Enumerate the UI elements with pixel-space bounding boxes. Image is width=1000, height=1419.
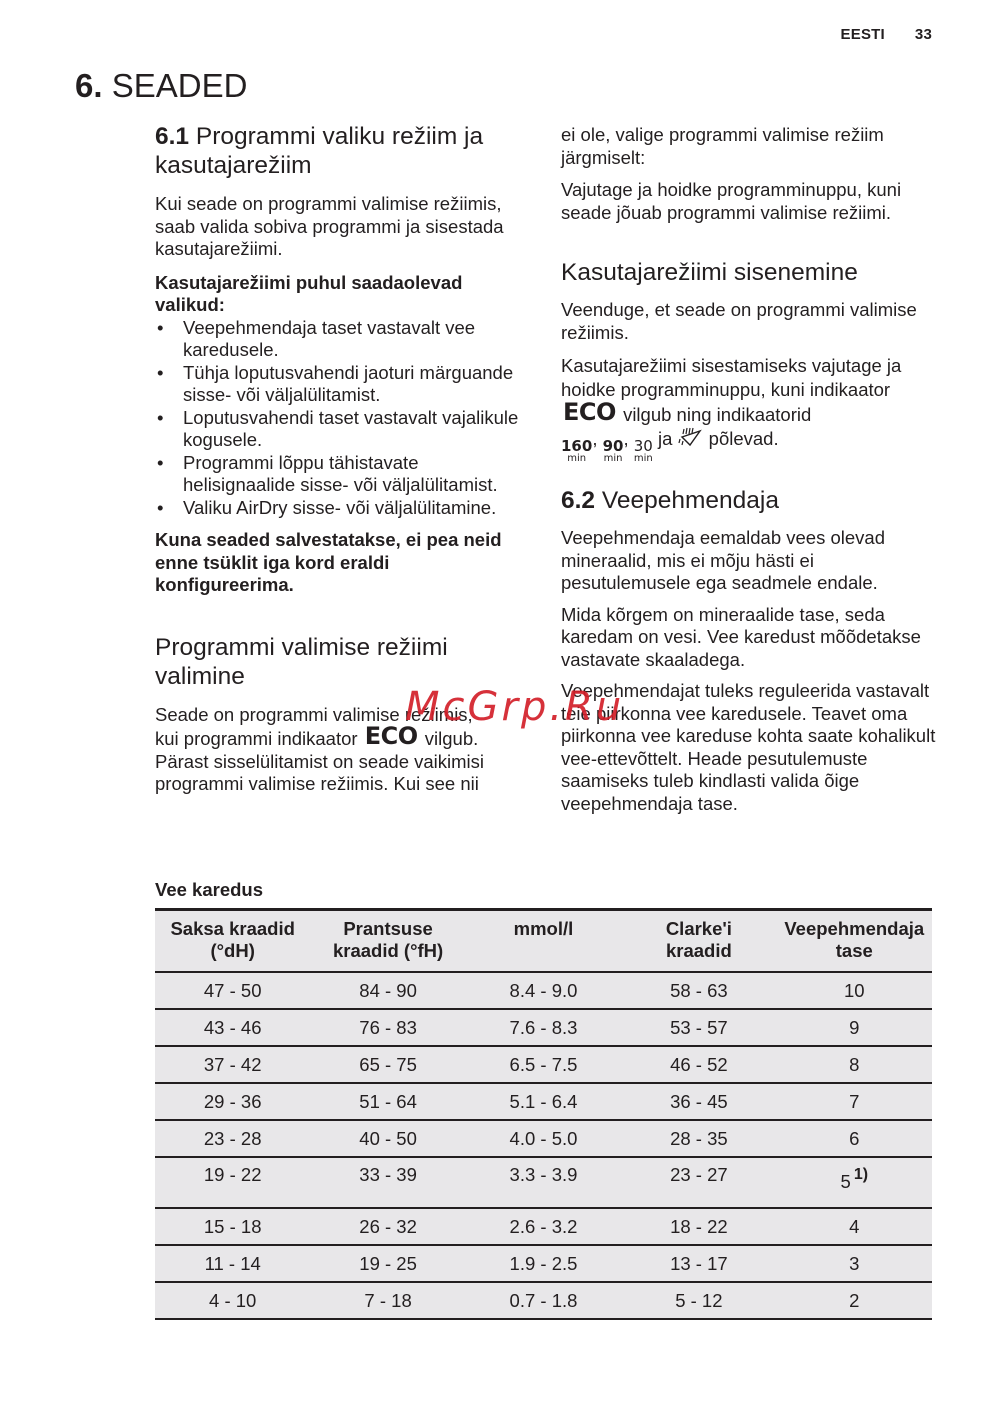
- cell-clarke: 53 - 57: [621, 1009, 776, 1046]
- cell-clarke: 36 - 45: [621, 1083, 776, 1120]
- language-label: EESTI: [840, 26, 885, 43]
- section-title: Veepehmendaja: [601, 487, 779, 514]
- list-item: • Veepehmendaja taset vastavalt vee karedusele.: [155, 317, 530, 362]
- list-item: • Valiku AirDry sisse- või väljalülitamine.: [155, 497, 530, 520]
- cell-dh: 19 - 22: [155, 1157, 310, 1208]
- eco-indicator-icon: ECO: [364, 722, 418, 750]
- options-list: [155, 317, 530, 520]
- cell-clarke: 23 - 27: [621, 1157, 776, 1208]
- chapter-title: [75, 66, 247, 106]
- cell-level: 6: [777, 1120, 932, 1157]
- table-row: [155, 1046, 932, 1083]
- section-number: 6.1: [155, 123, 190, 150]
- header-mmol: mmol/l: [466, 910, 621, 973]
- cell-dh: 15 - 18: [155, 1208, 310, 1245]
- right-column: [561, 124, 936, 824]
- cell-fh: 65 - 75: [310, 1046, 465, 1083]
- cell-level: 3: [777, 1245, 932, 1282]
- section-title: Programmi valiku režiim ja kasutajarežiim: [155, 123, 484, 179]
- table-row: [155, 972, 932, 1009]
- table-row: [155, 1120, 932, 1157]
- cell-dh: 4 - 10: [155, 1282, 310, 1319]
- cell-dh: 29 - 36: [155, 1083, 310, 1120]
- time-unit: min: [633, 453, 653, 464]
- conjunction: ja: [657, 428, 673, 449]
- cell-clarke: 13 - 17: [621, 1245, 776, 1282]
- cell-mmol: 8.4 - 9.0: [466, 972, 621, 1009]
- table-row: [155, 1208, 932, 1245]
- user-mode-entry-middle: vilgub ning indikaatorid: [623, 404, 812, 425]
- time-unit: min: [603, 453, 623, 464]
- cell-mmol: 1.9 - 2.5: [466, 1245, 621, 1282]
- cell-clarke: 28 - 35: [621, 1120, 776, 1157]
- program-selection-continued: ei ole, valige programmi valimise režiim järgmiselt:: [561, 124, 884, 168]
- settings-note: Kuna seaded salvestatakse, ei pea neid enne tsüklit iga kord eraldi konfigureerima.: [155, 529, 502, 595]
- cell-dh: 37 - 42: [155, 1046, 310, 1083]
- cell-mmol: 2.6 - 3.2: [466, 1208, 621, 1245]
- table-header-row: [155, 910, 932, 973]
- cell-fh: 19 - 25: [310, 1245, 465, 1282]
- list-item: • Loputusvahendi taset vastavalt vajalikule kogusele.: [155, 407, 530, 452]
- cell-fh: 26 - 32: [310, 1208, 465, 1245]
- table-row: [155, 1083, 932, 1120]
- cell-mmol: 7.6 - 8.3: [466, 1009, 621, 1046]
- chapter-number: 6.: [75, 67, 103, 104]
- section-number: 6.2: [561, 487, 596, 514]
- program-selection-after-icon: vilgub. Pärast sisselülitamist on seade vaikimisi programmi valimise režiimis. Kui see nii: [155, 728, 485, 794]
- user-mode-entry-p1: Veenduge, et seade on programmi valimise režiimis.: [561, 299, 917, 343]
- cell-level: 2: [777, 1282, 932, 1319]
- cell-level: 8: [777, 1046, 932, 1083]
- section-6-1-title: [155, 122, 530, 180]
- header-softener-level: Veepehmendaja tase: [777, 910, 932, 973]
- section-6-2-title: [561, 486, 936, 515]
- cell-fh: 7 - 18: [310, 1282, 465, 1319]
- cell-level: 9: [777, 1009, 932, 1046]
- header-clarke-degrees: Clarke'i kraadid: [621, 910, 776, 973]
- program-selection-title: Programmi valimise režiimi valimine: [155, 633, 448, 690]
- list-item: • Tühja loputusvahendi jaoturi märguande sisse- või väljalülitamist.: [155, 362, 530, 407]
- page-header: [841, 26, 932, 43]
- water-hardness-table: [155, 908, 932, 1320]
- program-selection-line1: Seade on programmi valimise režiimis,: [155, 703, 473, 725]
- table-row: [155, 1282, 932, 1319]
- table-row: [155, 1009, 932, 1046]
- table-row: [155, 1157, 932, 1208]
- cell-mmol: 4.0 - 5.0: [466, 1120, 621, 1157]
- program-selection-instruction: Vajutage ja hoidke programminuppu, kuni seade jõuab programmi valimise režiimi.: [561, 179, 902, 223]
- time-90-min-icon: [603, 439, 624, 464]
- section-6-1-intro: Kui seade on programmi valimise režiimis, saab valida sobiva programmi ja sisestada kasutajarežiimi.: [155, 193, 504, 259]
- cell-level: 7: [777, 1083, 932, 1120]
- program-selection-before-icon: kui programmi indikaator: [155, 728, 358, 749]
- watermark: McGrp.Ru: [405, 684, 625, 730]
- options-heading: Kasutajarežiimi puhul saadaolevad valikud:: [155, 271, 463, 315]
- user-mode-entry-start: Kasutajarežiimi sisestamiseks vajutage ja hoidke programminuppu, kuni indikaator: [561, 355, 902, 400]
- cell-dh: 23 - 28: [155, 1120, 310, 1157]
- header-french-degrees: Prantsuse kraadid (°fH): [310, 910, 465, 973]
- eco-indicator-icon: ECO: [563, 398, 616, 426]
- user-mode-entry-end: põlevad.: [708, 428, 779, 449]
- program-selection-text: [155, 704, 530, 796]
- time-30-min-icon: [634, 439, 653, 464]
- time-value: 30: [633, 437, 653, 455]
- time-value: 90: [602, 437, 624, 455]
- cell-clarke: 46 - 52: [621, 1046, 776, 1083]
- cell-clarke: 18 - 22: [621, 1208, 776, 1245]
- chapter-name: SEADED: [111, 67, 248, 104]
- header-german-degrees: Saksa kraadid (°dH): [155, 910, 310, 973]
- cell-clarke: 5 - 12: [621, 1282, 776, 1319]
- cell-level: 10: [777, 972, 932, 1009]
- airdry-icon: [678, 427, 704, 455]
- cell-fh: 51 - 64: [310, 1083, 465, 1120]
- user-mode-entry-p2: [561, 354, 936, 464]
- time-unit: min: [567, 453, 587, 464]
- page-number: 33: [914, 26, 932, 43]
- section-6-2-p3: Veepehmendajat tuleks reguleerida vastavalt teie piirkonna vee karedusele. Teavet oma piirkonna vee kareduse kohta saate kohalikult vee-ettevõttelt. Heade pesutulemuste saamiseks tuleb kindlasti valida õige veepehmendaja tase.: [561, 680, 936, 814]
- cell-level: 4: [777, 1208, 932, 1245]
- cell-fh: 76 - 83: [310, 1009, 465, 1046]
- cell-fh: 40 - 50: [310, 1120, 465, 1157]
- cell-mmol: 6.5 - 7.5: [466, 1046, 621, 1083]
- cell-mmol: 3.3 - 3.9: [466, 1157, 621, 1208]
- time-value: 160: [561, 437, 593, 455]
- separator: ,: [623, 428, 629, 449]
- cell-dh: 11 - 14: [155, 1245, 310, 1282]
- time-160-min-icon: [561, 439, 592, 464]
- cell-dh: 47 - 50: [155, 972, 310, 1009]
- cell-level: [777, 1157, 932, 1208]
- separator: ,: [592, 428, 598, 449]
- list-item: • Programmi lõppu tähistavate helisignaalide sisse- või väljalülitamist.: [155, 452, 530, 497]
- cell-clarke: 58 - 63: [621, 972, 776, 1009]
- cell-dh: 43 - 46: [155, 1009, 310, 1046]
- section-6-2-p1: Veepehmendaja eemaldab vees olevad mineraalid, mis ei mõju hästi ei pesutulemusele ega seadmele endale.: [561, 527, 885, 593]
- footnote-marker: 1): [853, 1166, 869, 1183]
- left-column: [155, 122, 530, 805]
- cell-mmol: 0.7 - 1.8: [466, 1282, 621, 1319]
- level-value: 5: [840, 1171, 851, 1192]
- cell-fh: 84 - 90: [310, 972, 465, 1009]
- table-caption: Vee karedus: [155, 879, 263, 900]
- cell-fh: 33 - 39: [310, 1157, 465, 1208]
- cell-mmol: 5.1 - 6.4: [466, 1083, 621, 1120]
- section-6-2-p2: Mida kõrgem on mineraalide tase, seda karedam on vesi. Vee karedust mõõdetakse vastavate skaaladega.: [561, 603, 921, 670]
- table-row: [155, 1245, 932, 1282]
- user-mode-entry-title: Kasutajarežiimi sisenemine: [561, 259, 858, 286]
